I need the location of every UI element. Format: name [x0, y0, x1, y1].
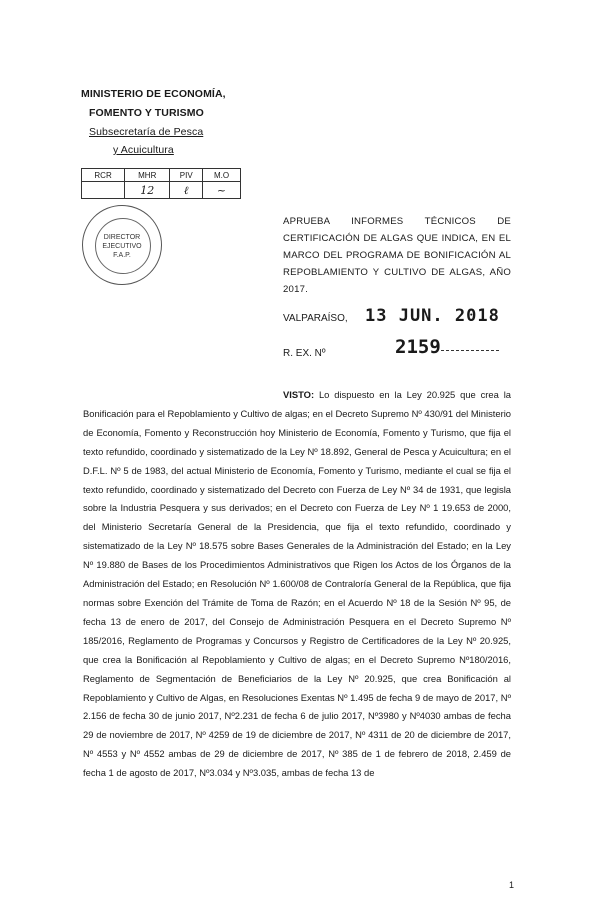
resolution-subject: APRUEBA INFORMES TÉCNICOS DE CERTIFICACIÓN DE ALGAS QUE INDICA, EN EL MARCO DEL PROGRAMA DE BONIFICACIÓN AL REPOBLAMIENTO Y CULTIVO DE ALGAS, AÑO 2017.: [283, 216, 511, 295]
seal-text-1: DIRECTOR: [103, 234, 141, 241]
subsecretaria-cont: y Acuicultura: [113, 144, 174, 156]
rex-label: R. EX. Nº: [283, 348, 326, 359]
rex-number: 2159: [395, 336, 441, 358]
page-number: 1: [509, 880, 515, 890]
initials-label: RCR: [82, 169, 125, 182]
seal-text-2: EJECUTIVO: [102, 243, 142, 250]
initials-label: MHR: [125, 169, 170, 182]
seal-text-3: F.A.P.: [113, 252, 131, 259]
visto-paragraph: [83, 386, 511, 783]
initials-mark: ℓ: [170, 182, 203, 199]
official-seal: [82, 205, 162, 285]
initials-mark: 12: [125, 182, 170, 199]
initials-mark: ~: [203, 182, 241, 199]
initials-label: PIV: [170, 169, 203, 182]
subsecretaria: Subsecretaría de Pesca: [89, 126, 204, 138]
ministry-subtitle: FOMENTO Y TURISMO: [89, 107, 204, 119]
initials-mark: [82, 182, 125, 199]
initials-label: M.O: [203, 169, 241, 182]
place-label: VALPARAÍSO,: [283, 313, 348, 324]
visto-text: Lo dispuesto en la Ley 20.925 que crea la Bonificación para el Repoblamiento y Cultivo de algas; en el Decreto Supremo Nº 430/91 del Ministerio de Economía, Fomento y Reconstrucción hoy Ministerio de Economía, Fomento y Turismo, que fija el texto refundido, coordinado y sistematizado de la Ley Nº 18.892, General de Pesca y Acuicultura; en el D.F.L. Nº 5 de 1983, del actual Ministerio de Economía, Fomento y Turismo, mediante el cual se fija el texto refundido, coordinado y sistematizado del Decreto con Fuerza de Ley Nº 34 de 1931, que legisla sobre la Industria Pesquera y sus derivados; en el Decreto con Fuerza de Ley Nº 1 19.653 de 2000, del Ministerio Secretaría General de la Presidencia, que fija el texto refundido, coordinado y sistematizado de la Ley Nº 18.575 sobre Bases Generales de la Administración del Estado; en la Ley Nº 19.880 de Bases de los Procedimientos Administrativos que Rigen los Actos de los Órganos de la Administración del Estado; en Resolución Nº 1.600/08 de Contraloría General de la República, que fija normas sobre Exención del Trámite de Toma de Razón; en el Acuerdo Nº 18 de la Sesión Nº 95, de fecha 13 de enero de 2017, del Consejo de Administración Pesquera en el Decreto Supremo Nº 185/2016, Reglamento de Programas y Concursos y Registro de Certificadores de la Ley Nº 20.925, que crea la Bonificación al Repoblamiento y Cultivo de algas; en el Decreto Supremo Nº180/2016, Reglamento de Segmentación de Beneficiarios de la Ley Nº 20.925, que crea Bonificación al Repoblamiento y Cultivo de Algas, en Resoluciones Exentas Nº 1.495 de fecha 9 de mayo de 2017, Nº 2.156 de fecha 30 de junio 2017, Nº2.231 de fecha 6 de julio 2017, Nº3980 y Nº4030 ambas de fecha 29 de noviembre de 2017, Nº 4259 de 19 de diciembre de 2017, Nº 4311 de 20 de diciembre de 2017, Nº 4553 y Nº 4552 ambas de 29 de diciembre de 2017, Nº 385 de 1 de febrero de 2018, 2.459 de fecha 1 de agosto de 2017, Nº3.034 y Nº3.035, ambas de fecha 13 de: [83, 389, 511, 779]
date-stamp: 13 JUN. 2018: [365, 306, 500, 326]
rex-blank-line: [441, 350, 499, 351]
ministry-name: MINISTERIO DE ECONOMÍA,: [81, 88, 226, 100]
initials-table: [81, 168, 241, 199]
visto-label: VISTO:: [283, 389, 315, 400]
